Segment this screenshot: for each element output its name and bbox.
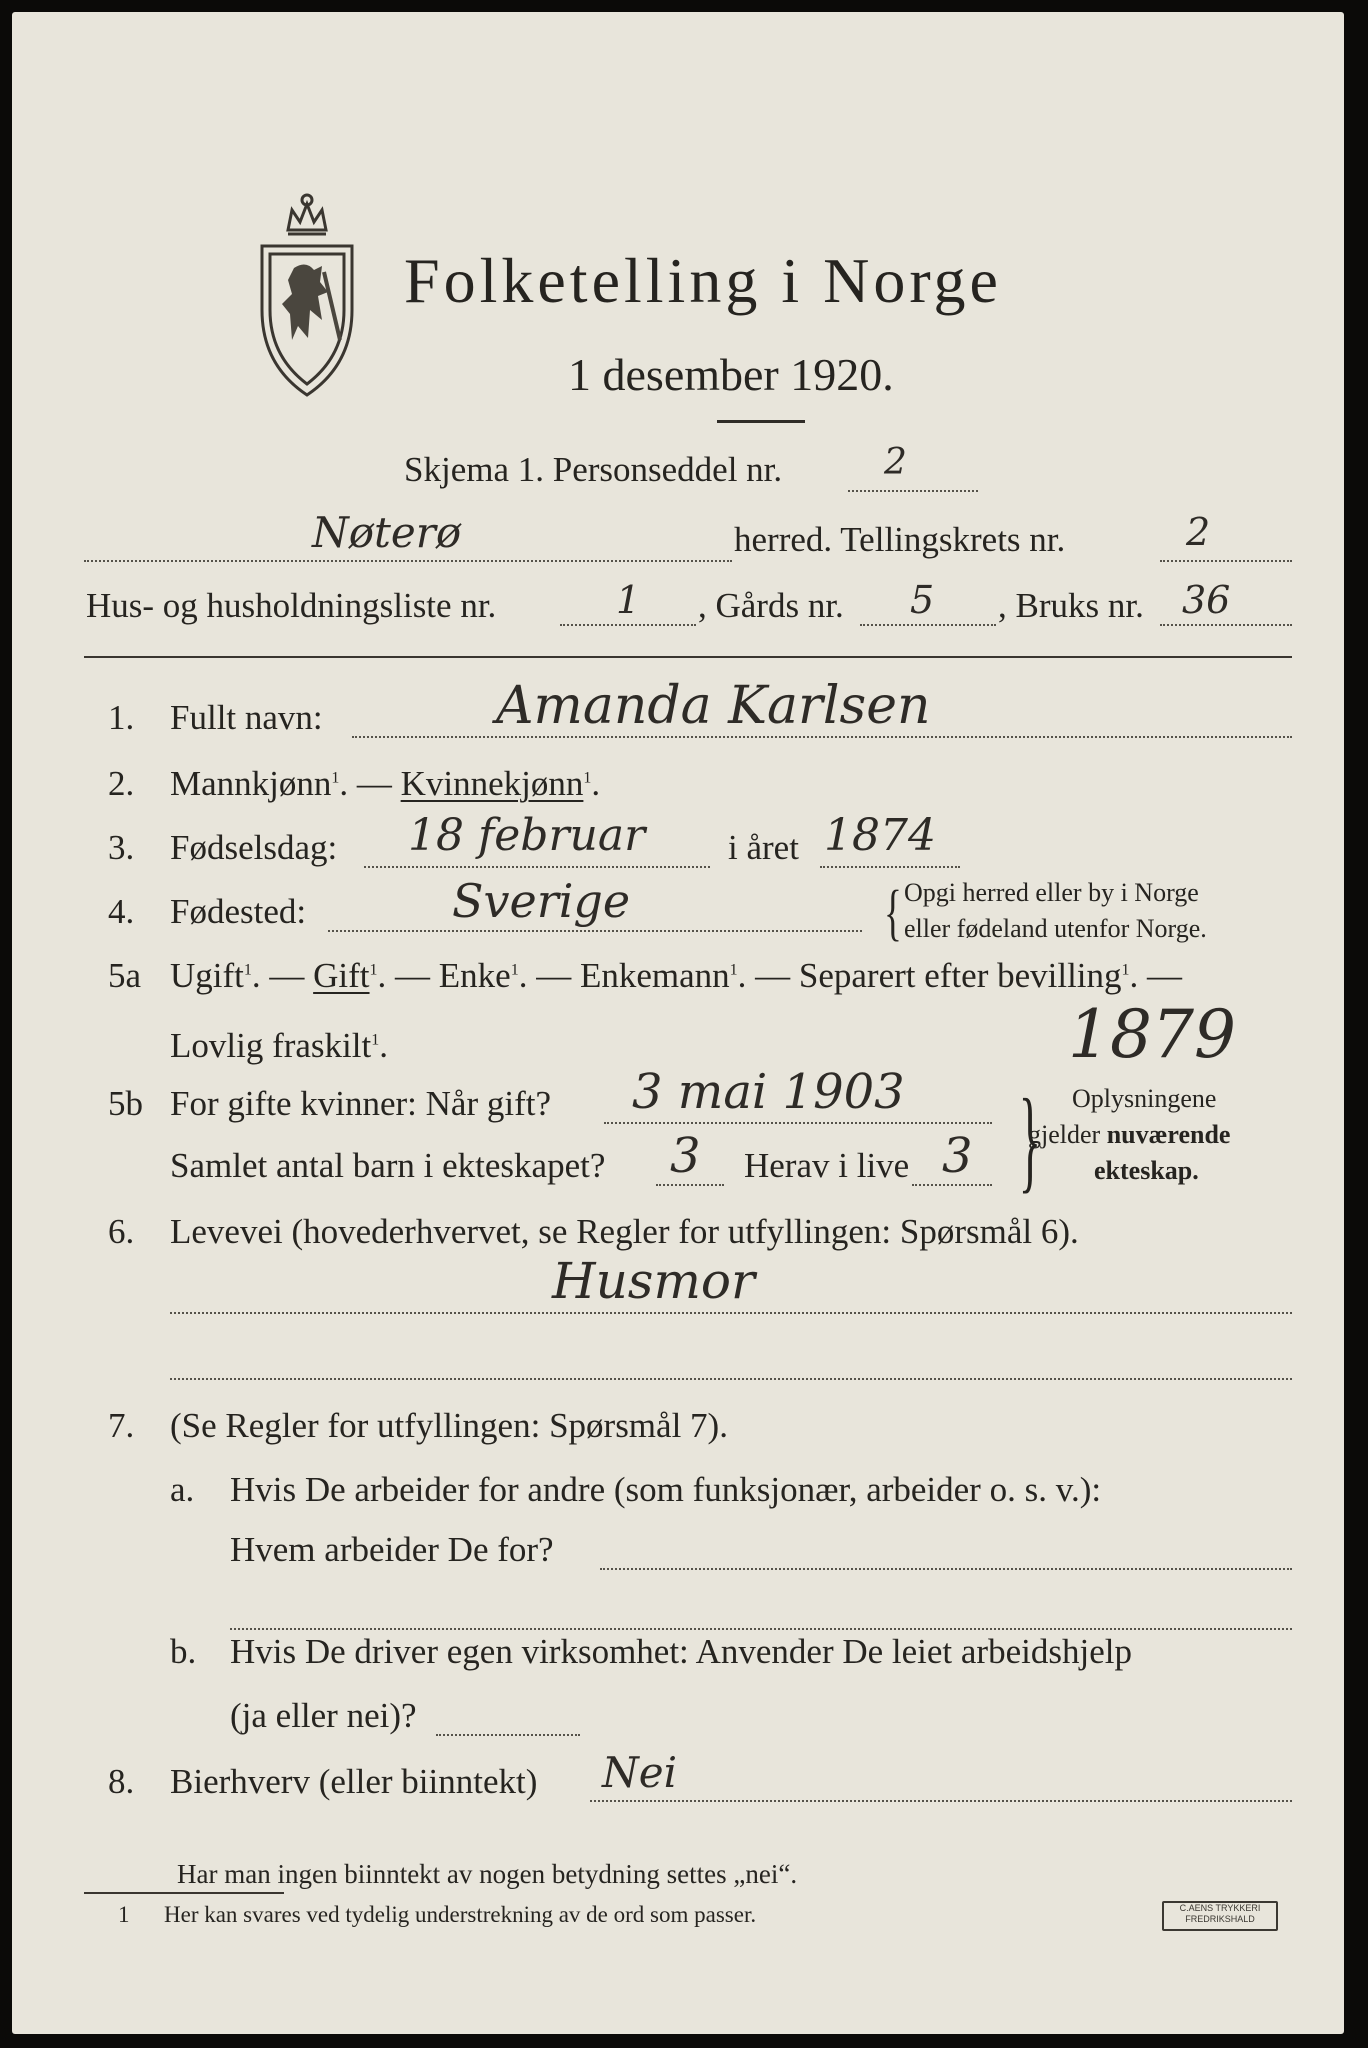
q5b-live-label: Herav i live — [744, 1146, 910, 1185]
q6-value: Husmor — [552, 1252, 755, 1310]
q4-note-line1: Opgi herred eller by i Norge — [904, 878, 1199, 907]
gards-label: , Gårds nr. — [698, 586, 844, 625]
q5a-number: 5a — [108, 956, 142, 995]
q2-male: Mannkjønn — [170, 764, 332, 803]
q3-number: 3. — [108, 828, 135, 867]
header-rule — [84, 656, 1292, 658]
q5a-enkemann: Enkemann — [579, 956, 730, 995]
q1-value: Amanda Karlsen — [496, 676, 931, 736]
q7a-field-line-1 — [600, 1568, 1292, 1570]
footnote-mark: 1 — [118, 1902, 130, 1927]
q7a-text: Hvis De arbeider for andre (som funksjonær, arbeider o. s. v.): — [230, 1470, 1102, 1509]
tellingskrets-field-line — [1160, 560, 1292, 562]
title-divider — [717, 420, 805, 423]
q8-value: Nei — [602, 1748, 678, 1797]
q5b-note-bold: nuværende — [1106, 1120, 1231, 1149]
q4-label: Fødested: — [170, 892, 307, 931]
q4-number: 4. — [108, 892, 135, 931]
census-date: 1 desember 1920. — [568, 349, 894, 400]
q7-number: 7. — [108, 1406, 135, 1445]
q6-number: 6. — [108, 1212, 135, 1251]
q3-year-label: i året — [728, 828, 799, 867]
gards-field-line — [860, 624, 996, 626]
footnote-rule — [84, 1892, 284, 1894]
husliste-value: 1 — [616, 578, 641, 622]
form-title: Folketelling i Norge — [404, 245, 1002, 316]
q5a-separert: Separert efter bevilling — [798, 956, 1122, 995]
q3-field-line — [364, 866, 710, 868]
q5b-live: 3 — [942, 1128, 973, 1184]
q5a-ugift: Ugift — [170, 956, 244, 995]
q5b-note-line1: Oplysningene — [1072, 1084, 1217, 1113]
husliste-label: Hus- og husholdningsliste nr. — [86, 586, 497, 625]
q5b-field-line — [604, 1122, 992, 1124]
q5a-fraskilt-line: Lovlig fraskilt$^1$. — [170, 1026, 388, 1065]
biinntekt-note: Har man ingen biinntekt av nogen betydning settes „nei“. — [177, 1859, 798, 1889]
q5b-label: For gifte kvinner: Når gift? — [170, 1084, 552, 1123]
q1-field-line — [352, 736, 1292, 738]
q7b-field-line — [436, 1734, 580, 1736]
bruks-label: , Bruks nr. — [998, 586, 1144, 625]
q5b-value: 3 mai 1903 — [632, 1064, 905, 1120]
q5b-live-field-line — [912, 1184, 992, 1186]
q5b-note-line3: ekteskap. — [1094, 1156, 1199, 1185]
q4-field-line — [328, 930, 862, 932]
bruks-field-line — [1160, 624, 1292, 626]
printer-stamp: C.AENS TRYKKERI FREDRIKSHALD — [1162, 1901, 1278, 1931]
q6-label: Levevei (hovederhvervet, se Regler for utfyllingen: Spørsmål 6). — [170, 1212, 1079, 1251]
gards-value: 5 — [910, 578, 935, 622]
q8-label: Bierhverv (eller biinntekt) — [170, 1762, 538, 1801]
q7b-letter: b. — [170, 1632, 197, 1671]
q1-number: 1. — [108, 698, 135, 737]
q8-number: 8. — [108, 1762, 135, 1801]
q5b-brace: } — [1018, 1076, 1041, 1204]
q5a-enke: Enke — [438, 956, 511, 995]
personseddel-field-line — [848, 490, 978, 492]
q5a-fraskilt: Lovlig fraskilt — [170, 1026, 372, 1065]
q3-year: 1874 — [824, 810, 936, 861]
q4-note-line2: eller fødeland utenfor Norge. — [904, 914, 1207, 943]
q1-label: Fullt navn: — [170, 698, 323, 737]
q8-field-line — [590, 1800, 1292, 1802]
q7a-field-line-2 — [230, 1628, 1292, 1630]
herred-field-line — [84, 560, 732, 562]
q5b-note-line2: gjelder nuværende — [1028, 1120, 1231, 1149]
q2-number: 2. — [108, 764, 135, 803]
footnote-text: Her kan svares ved tydelig understrekning av de ord som passer. — [164, 1902, 757, 1927]
q3-year-field-line — [820, 866, 960, 868]
q5b-number: 5b — [108, 1084, 143, 1123]
q5a-gift: Gift — [313, 956, 370, 995]
q7b-text: Hvis De driver egen virksomhet: Anvender De leiet arbeidshjelp — [230, 1632, 1132, 1671]
q7-label: (Se Regler for utfyllingen: Spørsmål 7). — [170, 1406, 728, 1445]
q2-sep: — — [356, 764, 392, 803]
q5a-annotation: 1879 — [1068, 996, 1236, 1073]
q5a-options: Ugift$^1$. — Gift$^1$. — Enke$^1$. — Enkemann$^1$. — Separert efter bevilling$^1$. — — [170, 956, 1183, 995]
tellingskrets-value: 2 — [1186, 510, 1211, 554]
herred-label: herred. Tellingskrets nr. — [734, 520, 1066, 559]
herred-value: Nøterø — [312, 508, 462, 557]
q6-field-line-1 — [170, 1312, 1292, 1314]
q5b-barn-field-line — [656, 1184, 724, 1186]
q5b-barn-label: Samlet antal barn i ekteskapet? — [170, 1146, 606, 1185]
q6-field-line-2 — [170, 1378, 1292, 1380]
q4-value: Sverige — [452, 874, 631, 928]
personseddel-value: 2 — [884, 442, 907, 483]
q7a-question: Hvem arbeider De for? — [230, 1530, 554, 1569]
census-form — [12, 12, 1344, 2034]
q5b-barn: 3 — [670, 1128, 701, 1184]
q4-brace: { — [883, 879, 902, 947]
q7b-question: (ja eller nei)? — [230, 1696, 417, 1735]
husliste-field-line — [560, 624, 696, 626]
q7a-letter: a. — [170, 1470, 195, 1509]
skjema-label: Skjema 1. Personseddel nr. — [404, 450, 783, 489]
coat-of-arms-icon — [248, 190, 366, 400]
q3-label: Fødselsdag: — [170, 828, 338, 867]
q2-options: Mannkjønn$^1$. — Kvinnekjønn$^1$. — [170, 764, 601, 803]
bruks-value: 36 — [1182, 578, 1231, 622]
q3-value: 18 februar — [408, 810, 646, 861]
q2-female: Kvinnekjønn — [400, 764, 584, 803]
